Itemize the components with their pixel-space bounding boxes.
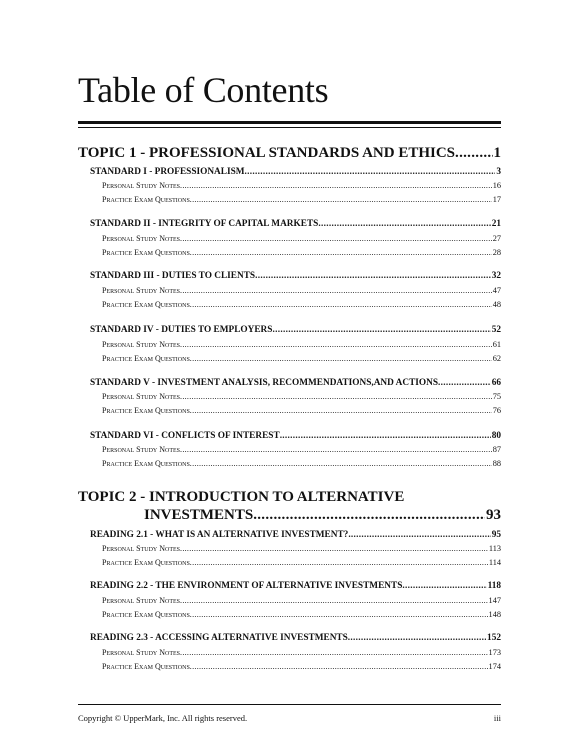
toc-entry-label: STANDARD V - INVESTMENT ANALYSIS, RECOMMENDATIONS,AND ACTIONS <box>90 378 439 388</box>
dot-leader <box>348 633 486 643</box>
toc-entry-label: Personal Study Notes <box>102 340 181 349</box>
toc-entry-label: TOPIC 1 - PROFESSIONAL STANDARDS AND ETHICS <box>78 145 456 161</box>
toc-page-number: 95 <box>491 530 501 540</box>
dot-leader <box>180 234 492 243</box>
dot-leader <box>190 300 492 309</box>
toc-entry-reading-2-3[interactable] <box>90 633 501 643</box>
dot-leader <box>190 354 492 363</box>
dot-leader <box>272 325 490 335</box>
toc-entry-label: Practice Exam Questions <box>102 459 190 468</box>
toc-entry-label: STANDARD III - DUTIES TO CLIENTS <box>90 271 256 281</box>
toc-entry-exam-questions[interactable] <box>102 610 501 619</box>
toc-page-number: 147 <box>488 596 501 605</box>
dot-leader <box>190 195 492 204</box>
toc-page-number: 3 <box>496 167 501 177</box>
toc-entry-exam-questions[interactable] <box>102 248 501 257</box>
title-rule-thin <box>78 127 501 128</box>
toc-entry-standard-4[interactable] <box>90 325 501 335</box>
toc-entry-study-notes[interactable] <box>102 648 501 657</box>
toc-entry-study-notes[interactable] <box>102 596 501 605</box>
toc-entry-label: Practice Exam Questions <box>102 300 190 309</box>
toc-entry-standard-6[interactable] <box>90 431 501 441</box>
toc-page-number: 28 <box>492 248 501 257</box>
toc-page-number: 118 <box>487 581 501 591</box>
toc-entry-label: Practice Exam Questions <box>102 662 190 671</box>
toc-entry-standard-5[interactable] <box>90 378 501 388</box>
toc-page-number: 113 <box>488 544 501 553</box>
toc-page-number: 173 <box>488 648 501 657</box>
toc-entry-standard-2[interactable] <box>90 219 501 229</box>
footer-rule <box>78 704 501 705</box>
toc-entry-label: Practice Exam Questions <box>102 354 190 363</box>
toc-page-number: 17 <box>492 195 501 204</box>
toc-entry-exam-questions[interactable] <box>102 195 501 204</box>
toc-entry-label: Personal Study Notes <box>102 392 181 401</box>
toc-page-number: 1 <box>493 145 501 161</box>
dot-leader <box>190 558 488 567</box>
toc-entry-label: STANDARD II - INTEGRITY OF CAPITAL MARKETS <box>90 219 319 229</box>
toc-entry-label: Personal Study Notes <box>102 286 181 295</box>
toc-entry-exam-questions[interactable] <box>102 300 501 309</box>
toc-entry-label: READING 2.1 - WHAT IS AN ALTERNATIVE INVESTMENT? <box>90 530 349 540</box>
toc-entry-study-notes[interactable] <box>102 340 501 349</box>
dot-leader <box>190 248 492 257</box>
toc-entry-label: Personal Study Notes <box>102 544 181 553</box>
dot-leader <box>245 167 496 177</box>
toc-page-number: 93 <box>486 507 501 523</box>
dot-leader <box>402 581 486 591</box>
toc-page-number: 21 <box>491 219 501 229</box>
dot-leader <box>190 662 488 671</box>
toc-entry-standard-3[interactable] <box>90 271 501 281</box>
toc-entry-exam-questions[interactable] <box>102 558 501 567</box>
toc-entry-label: STANDARD IV - DUTIES TO EMPLOYERS <box>90 325 273 335</box>
toc-entry-exam-questions[interactable] <box>102 459 501 468</box>
copyright-notice: Copyright © UpperMark, Inc. All rights reserved. <box>78 713 248 723</box>
toc-entry-study-notes[interactable] <box>102 392 501 401</box>
dot-leader <box>253 507 485 524</box>
toc-entry-study-notes[interactable] <box>102 286 501 295</box>
dot-leader <box>180 596 488 605</box>
toc-entry-label: Personal Study Notes <box>102 648 181 657</box>
toc-entry-exam-questions[interactable] <box>102 406 501 415</box>
dot-leader <box>318 219 490 229</box>
toc-entry-label: Personal Study Notes <box>102 445 181 454</box>
toc-entry-study-notes[interactable] <box>102 544 501 553</box>
toc-entry-study-notes[interactable] <box>102 234 501 243</box>
toc-page-number: 87 <box>492 445 501 454</box>
toc-page-number: 152 <box>487 633 501 643</box>
toc-entry-exam-questions[interactable] <box>102 662 501 671</box>
footer-page-number: iii <box>493 713 501 723</box>
dot-leader <box>190 610 488 619</box>
toc-entry-label: Practice Exam Questions <box>102 195 190 204</box>
toc-entry-topic-1[interactable] <box>78 145 501 162</box>
dot-leader <box>180 544 488 553</box>
toc-page-number: 75 <box>492 392 501 401</box>
toc-entry-label: Practice Exam Questions <box>102 248 190 257</box>
toc-entry-label: Practice Exam Questions <box>102 558 190 567</box>
toc-entry-standard-1[interactable] <box>90 167 501 177</box>
toc-page-number: 61 <box>492 340 501 349</box>
toc-page-number: 174 <box>488 662 501 671</box>
dot-leader <box>180 340 492 349</box>
toc-entry-topic-2-line-1[interactable]: TOPIC 2 - INTRODUCTION TO ALTERNATIVE <box>78 489 405 505</box>
toc-entry-label: Practice Exam Questions <box>102 406 190 415</box>
dot-leader <box>455 145 492 162</box>
toc-entry-label: Practice Exam Questions <box>102 610 190 619</box>
toc-entry-label: Personal Study Notes <box>102 596 181 605</box>
toc-entry-label: INVESTMENTS <box>144 507 254 523</box>
dot-leader <box>180 392 492 401</box>
dot-leader <box>180 286 492 295</box>
toc-entry-reading-2-2[interactable] <box>90 581 501 591</box>
toc-entry-label: READING 2.3 - ACCESSING ALTERNATIVE INVESTMENTS <box>90 633 348 643</box>
toc-entry-label: Personal Study Notes <box>102 181 181 190</box>
dot-leader <box>190 406 492 415</box>
dot-leader <box>180 445 492 454</box>
page-title: Table of Contents <box>78 70 329 110</box>
toc-entry-study-notes[interactable] <box>102 181 501 190</box>
dot-leader <box>348 530 490 540</box>
toc-page-number: 80 <box>491 431 501 441</box>
toc-page-number: 16 <box>492 181 501 190</box>
title-rule-thick <box>78 121 501 124</box>
dot-leader <box>280 431 491 441</box>
toc-page-number: 66 <box>491 378 501 388</box>
dot-leader <box>190 459 492 468</box>
toc-page-number: 88 <box>492 459 501 468</box>
toc-page-number: 114 <box>488 558 501 567</box>
dot-leader <box>180 648 488 657</box>
toc-page-number: 48 <box>492 300 501 309</box>
toc-page-number: 52 <box>491 325 501 335</box>
toc-page-number: 27 <box>492 234 501 243</box>
toc-entry-label: STANDARD VI - CONFLICTS OF INTEREST <box>90 431 280 441</box>
toc-page-number: 47 <box>492 286 501 295</box>
toc-page-number: 76 <box>492 406 501 415</box>
dot-leader <box>180 181 492 190</box>
toc-page-number: 148 <box>488 610 501 619</box>
toc-entry-label: READING 2.2 - THE ENVIRONMENT OF ALTERNATIVE INVESTMENTS <box>90 581 403 591</box>
toc-page-number: 32 <box>491 271 501 281</box>
toc-entry-topic-2[interactable] <box>144 507 501 524</box>
toc-entry-study-notes[interactable] <box>102 445 501 454</box>
dot-leader <box>438 378 491 388</box>
toc-entry-label: STANDARD I - PROFESSIONALISM <box>90 167 245 177</box>
toc-entry-reading-2-1[interactable] <box>90 530 501 540</box>
toc-page-number: 62 <box>492 354 501 363</box>
dot-leader <box>255 271 491 281</box>
toc-entry-exam-questions[interactable] <box>102 354 501 363</box>
toc-entry-label: Personal Study Notes <box>102 234 181 243</box>
